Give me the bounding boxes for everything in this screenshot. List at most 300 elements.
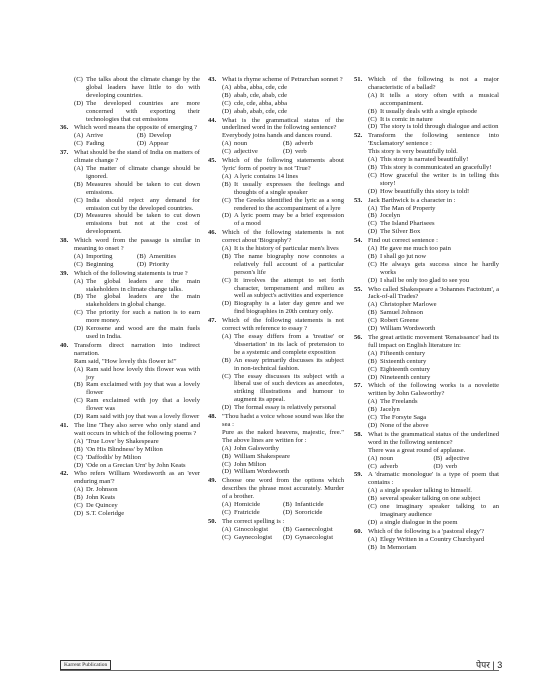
option-text: John Keats xyxy=(86,494,116,502)
answer-option xyxy=(137,261,200,269)
option-list xyxy=(368,92,499,132)
option-text: Develop xyxy=(149,132,172,140)
question-number: 42. xyxy=(60,470,69,478)
option-text: I shall be only too glad to see you xyxy=(380,276,469,284)
answer-option xyxy=(368,325,499,333)
question-number: 60. xyxy=(354,527,363,535)
answer-option xyxy=(368,503,499,519)
option-label: (A) xyxy=(222,444,232,452)
option-list xyxy=(222,501,344,517)
question-number: 52. xyxy=(354,132,363,140)
answer-option xyxy=(368,463,434,471)
answer-option xyxy=(368,495,499,503)
question-text: Which of the following is a 'pastoral elegy'? xyxy=(368,527,485,535)
question-number: 45. xyxy=(208,157,217,165)
option-label: (D) xyxy=(368,518,378,526)
option-list xyxy=(368,245,499,285)
option-label: (B) xyxy=(368,107,377,115)
option-label: (A) xyxy=(368,91,378,99)
question-text: Who called Shakespeare a 'Johannes Factotum', a Jack-of-all Trades? xyxy=(368,285,499,301)
answer-option xyxy=(368,277,499,285)
answer-option xyxy=(368,406,499,414)
answer-option xyxy=(74,454,200,462)
answer-option xyxy=(222,526,283,534)
option-text: Samuel Johnson xyxy=(380,309,424,317)
question-text: Which of the following works is a novelette written by John Galsworthy? xyxy=(368,382,499,398)
question-number: 39. xyxy=(60,269,69,277)
answer-option xyxy=(368,245,499,253)
option-text: The Man of Property xyxy=(380,204,436,212)
question-stem-extra: This story is very beautifully told. xyxy=(368,148,458,156)
option-label: (A) xyxy=(222,245,232,253)
option-label: (C) xyxy=(222,508,231,516)
option-label: (A) xyxy=(74,437,84,445)
question-item xyxy=(60,237,200,269)
answer-option xyxy=(74,413,200,421)
option-text: 'On His Blindness' by Milton xyxy=(86,445,163,453)
option-label: (C) xyxy=(368,462,377,470)
answer-option xyxy=(74,309,200,325)
question-text: Who refers William Wordsworth as an 'ever enduring man'? xyxy=(74,470,200,486)
answer-option xyxy=(74,293,200,309)
option-label: (A) xyxy=(368,398,378,406)
question-number: 40. xyxy=(60,341,69,349)
option-text: I shall go jut now xyxy=(380,252,427,260)
answer-option xyxy=(368,422,499,430)
option-text: The essay discusses its subject with a liberal use of such devices as anecdotes, striking illustrations and humour to augment its appeal. xyxy=(234,372,344,404)
option-text: Infanticide xyxy=(295,501,324,509)
question-item xyxy=(208,317,344,412)
question-number: 49. xyxy=(208,477,217,485)
option-text: Ram said with joy that was a lovely flower xyxy=(86,413,200,421)
question-number: 51. xyxy=(354,76,363,83)
answer-option xyxy=(137,132,200,140)
option-text: Jocelyn xyxy=(380,212,401,220)
option-label: (C) xyxy=(74,140,83,148)
option-label: (B) xyxy=(368,309,377,317)
option-label: (D) xyxy=(222,300,232,308)
option-text: The name biography now connotes a relatively full account of a particular person's life xyxy=(234,252,344,276)
option-label: (B) xyxy=(74,494,83,502)
option-text: The formal essay is relatively personal xyxy=(234,404,336,412)
option-text: India should reject any demand for emission cut by the developed countries. xyxy=(86,196,200,212)
option-text: De Quincey xyxy=(86,502,118,510)
question-number: 53. xyxy=(354,196,363,204)
option-label: (D) xyxy=(368,276,378,284)
question-number: 37. xyxy=(60,149,69,157)
option-text: William Wordsworth xyxy=(234,468,290,476)
question-number: 46. xyxy=(208,229,217,237)
question-item xyxy=(60,342,200,421)
question-text: Which word means the opposite of emerging ? xyxy=(74,124,198,132)
answer-option xyxy=(368,123,499,131)
option-list xyxy=(74,253,200,269)
option-text: How beautifully this story is told! xyxy=(380,187,470,195)
option-label: (C) xyxy=(368,115,377,123)
answer-option xyxy=(368,156,499,164)
option-label: (A) xyxy=(368,454,378,462)
option-label: (D) xyxy=(74,413,84,421)
answer-option xyxy=(222,197,344,213)
answer-option xyxy=(222,84,344,92)
answer-option xyxy=(222,357,344,373)
option-label: (B) xyxy=(433,454,443,462)
answer-option xyxy=(222,300,344,316)
option-text: Nineteenth century xyxy=(380,373,431,381)
answer-option xyxy=(368,212,499,220)
question-item xyxy=(354,132,499,195)
option-label: (A) xyxy=(222,333,232,340)
answer-option xyxy=(222,277,344,301)
option-text: Dr. Johnson xyxy=(86,486,118,494)
option-label: (D) xyxy=(137,140,147,148)
question-text: What is rhyme scheme of Petrarchan sonnet ? xyxy=(222,76,343,83)
question-number: 56. xyxy=(354,334,363,341)
answer-option xyxy=(283,526,344,534)
answer-option xyxy=(283,148,344,156)
answer-option xyxy=(222,148,283,156)
option-label: (A) xyxy=(74,486,84,494)
answer-option xyxy=(368,261,499,277)
option-label: (D) xyxy=(137,260,147,268)
option-label: (C) xyxy=(368,260,377,268)
option-label: (A) xyxy=(222,501,232,509)
option-text: verb xyxy=(445,462,458,470)
option-text: Measures should be taken to cut down emissions. xyxy=(86,180,200,196)
question-item xyxy=(354,431,499,471)
answer-option xyxy=(137,253,200,261)
question-text: A 'dramatic monologue' is a type of poem that contains : xyxy=(368,471,499,487)
option-text: Gaynecologist xyxy=(234,533,273,541)
option-text: 'Ode on a Grecian Urn' by John Keats xyxy=(86,461,186,469)
answer-option xyxy=(74,438,200,446)
answer-option xyxy=(222,445,344,453)
answer-option xyxy=(74,181,200,197)
answer-option xyxy=(74,140,137,148)
option-label: (B) xyxy=(222,180,231,188)
option-list xyxy=(222,140,344,156)
option-text: The Greeks identified the lyric as a song rendered to the accompaniment of a lyre xyxy=(234,196,344,212)
option-list xyxy=(74,132,200,148)
option-label: (C) xyxy=(368,365,377,373)
question-item xyxy=(208,229,344,316)
option-label: (D) xyxy=(74,325,84,333)
option-text: The developed countries are more concerned with exporting their technologies that cut emissions xyxy=(86,99,200,123)
option-label: (C) xyxy=(74,260,83,268)
question-stem-extra: Everybody joins hands and dances round. xyxy=(222,132,332,140)
option-text: Homicide xyxy=(234,501,261,509)
option-text: It is comic in nature xyxy=(380,115,433,123)
option-label: (C) xyxy=(74,76,83,83)
option-text: Ram said how lovely this flower was with joy xyxy=(86,365,200,381)
answer-option xyxy=(368,358,499,366)
question-item xyxy=(354,334,499,381)
answer-option xyxy=(368,164,499,172)
answer-option xyxy=(222,509,283,517)
option-label: (A) xyxy=(368,349,378,357)
option-text: The essay differs from a 'treatise' or 'dissertation' in its lack of pretension to be a systemic and complete exposition xyxy=(234,333,344,356)
option-label: (C) xyxy=(368,171,377,179)
answer-option xyxy=(222,253,344,277)
option-list xyxy=(74,438,200,470)
answer-option xyxy=(368,220,499,228)
option-text: A lyric contains 14 lines xyxy=(234,172,299,180)
question-text: Transform direct narration into indirect narration. xyxy=(74,341,200,357)
option-label: (D) xyxy=(368,373,378,381)
option-text: The talks about the climate change by the global leaders have little to do with developing countries. xyxy=(86,76,200,99)
answer-option xyxy=(74,494,200,502)
answer-option xyxy=(434,463,500,471)
answer-option xyxy=(368,309,499,317)
option-text: a single dialogue in the poem xyxy=(380,518,458,526)
answer-option xyxy=(137,140,200,148)
answer-option xyxy=(222,373,344,405)
question-text: Which of the following statements about 'lyric' form of poetry is not 'True? xyxy=(222,157,344,172)
option-text: It usually expresses the feelings and thoughts of a single speaker xyxy=(234,180,344,196)
option-label: (A) xyxy=(222,140,232,148)
answer-option xyxy=(222,181,344,197)
question-continuation xyxy=(60,76,200,123)
option-label: (B) xyxy=(368,495,377,503)
option-text: It usually deals with a single episode xyxy=(380,107,478,115)
question-text: The correct spelling is : xyxy=(222,517,285,525)
option-text: It is the history of particular men's lives xyxy=(234,245,339,253)
option-label: (B) xyxy=(222,91,231,99)
option-label: (D) xyxy=(222,404,232,412)
option-label: (D) xyxy=(74,509,84,517)
answer-option xyxy=(368,92,499,108)
answer-option xyxy=(222,453,344,461)
option-label: (D) xyxy=(74,461,84,469)
question-stem-extra: Ram said, "How lovely this flower is!" xyxy=(74,357,177,365)
question-number: 36. xyxy=(60,124,69,132)
question-text: Find out correct sentence : xyxy=(368,237,438,245)
answer-option xyxy=(368,519,499,527)
answer-option xyxy=(222,404,344,412)
answer-option xyxy=(222,92,344,100)
question-text: Transform the following sentence into 'Exclamatory' sentence : xyxy=(368,132,499,148)
option-text: Jacelyn xyxy=(380,406,400,414)
answer-option xyxy=(368,366,499,374)
answer-option xyxy=(74,76,200,100)
question-stem-extra: Pure as the naked heavens, majestic, free." The above lines are written for : xyxy=(222,428,344,444)
option-text: Arrive xyxy=(86,132,104,140)
question-text: Which word from the passage is similar in meaning to onset ? xyxy=(74,237,200,253)
option-label: (B) xyxy=(283,140,292,148)
option-text: The story is told through dialogue and action xyxy=(380,123,499,131)
question-item xyxy=(208,518,344,542)
option-list xyxy=(368,156,499,196)
question-item xyxy=(354,528,499,552)
option-label: (A) xyxy=(222,525,232,533)
option-text: adjective xyxy=(234,148,258,156)
option-text: cde, cde, abba, abba xyxy=(234,99,288,107)
answer-option xyxy=(222,173,344,181)
question-number: 38. xyxy=(60,237,69,245)
answer-option xyxy=(222,468,344,476)
answer-option xyxy=(368,350,499,358)
question-number: 44. xyxy=(208,116,217,124)
option-text: Gaenecologist xyxy=(295,525,333,533)
question-number: 55. xyxy=(354,285,363,293)
question-text: The great artistic movement 'Renaissance' had its full impact on English literature in: xyxy=(368,334,499,349)
option-label: (B) xyxy=(74,381,83,389)
answer-option xyxy=(368,253,499,261)
question-number: 57. xyxy=(354,382,363,390)
question-number: 58. xyxy=(354,430,363,438)
answer-option xyxy=(283,509,344,517)
option-label: (D) xyxy=(222,107,232,115)
option-text: John Milton xyxy=(234,460,267,468)
option-label: (A) xyxy=(368,156,378,164)
option-label: (C) xyxy=(222,533,231,541)
option-text: William Shakespeare xyxy=(234,452,290,460)
option-label: (C) xyxy=(368,414,377,422)
option-label: (B) xyxy=(283,525,292,533)
option-label: (B) xyxy=(137,132,146,140)
question-text: What is the grammatical status of the underlined word in the following sentence? xyxy=(222,116,344,132)
option-text: adverb xyxy=(380,462,398,470)
answer-option xyxy=(74,261,137,269)
answer-option xyxy=(74,502,200,510)
option-text: Fading xyxy=(86,140,105,148)
answer-option xyxy=(222,108,344,116)
option-label: (B) xyxy=(222,452,231,460)
answer-option xyxy=(74,397,200,413)
option-label: (C) xyxy=(74,397,83,405)
answer-option xyxy=(283,534,344,542)
option-text: Christopher Marlowe xyxy=(380,301,437,309)
option-label: (C) xyxy=(222,99,231,107)
question-item xyxy=(60,149,200,236)
question-item xyxy=(208,117,344,157)
answer-option xyxy=(222,534,283,542)
answer-option xyxy=(368,172,499,188)
option-text: The global leaders are the main stakeholders in global change. xyxy=(86,293,200,309)
option-label: (B) xyxy=(74,293,83,301)
answer-option xyxy=(74,253,137,261)
question-text: The line 'They also serve who only stand and wait occurs in which of the following poems ? xyxy=(74,421,200,437)
question-number: 48. xyxy=(208,413,217,421)
option-text: 'Daffodils' by Milton xyxy=(86,453,142,461)
option-label: (A) xyxy=(368,487,378,495)
answer-option xyxy=(368,228,499,236)
option-list xyxy=(74,165,200,236)
option-text: abab, cde, abab, cde xyxy=(234,91,288,99)
answer-option xyxy=(368,455,434,463)
answer-option xyxy=(74,165,200,181)
option-label: (A) xyxy=(222,172,232,180)
option-list xyxy=(368,301,499,333)
answer-option xyxy=(368,487,499,495)
option-text: Appear xyxy=(149,140,169,148)
option-text: This story is communicated an gracefully! xyxy=(380,163,492,171)
option-text: John Galsworthy xyxy=(234,444,279,452)
option-label: (C) xyxy=(368,503,377,511)
answer-option xyxy=(74,462,200,470)
option-text: Biography is a later day genre and we find biographies in 20th century only. xyxy=(234,300,344,316)
answer-option xyxy=(368,374,499,382)
question-item xyxy=(208,477,344,517)
option-label: (B) xyxy=(368,212,377,220)
option-label: (D) xyxy=(433,462,443,470)
question-number: 59. xyxy=(354,471,363,479)
question-item xyxy=(60,422,200,469)
option-label: (C) xyxy=(74,309,83,317)
option-list xyxy=(74,366,200,421)
option-list xyxy=(368,205,499,237)
option-label: (C) xyxy=(368,220,377,228)
answer-option xyxy=(368,414,499,422)
answer-option xyxy=(222,245,344,253)
answer-option xyxy=(283,140,344,148)
option-list xyxy=(74,76,200,123)
option-label: (D) xyxy=(222,212,232,220)
page-number: पेपर | 3 xyxy=(476,660,503,670)
answer-option xyxy=(368,536,499,544)
option-text: Priority xyxy=(149,260,170,268)
answer-option xyxy=(368,544,499,552)
answer-option xyxy=(434,455,500,463)
option-text: The Freelands xyxy=(380,398,418,406)
option-text: noun xyxy=(380,454,394,462)
option-text: How graceful the writer is in telling this story! xyxy=(380,171,499,187)
option-text: verb xyxy=(295,148,307,156)
option-text: Amenities xyxy=(149,252,177,260)
option-text: Sixteenth century xyxy=(380,357,427,365)
option-label: (D) xyxy=(283,533,293,541)
option-label: (D) xyxy=(74,212,84,220)
question-text: What is the grammatical status of the underlined word in the following sentence? xyxy=(368,430,499,446)
answer-option xyxy=(74,197,200,213)
question-item xyxy=(208,76,344,116)
option-text: Elegy Written in a Country Churchyard xyxy=(380,535,485,543)
column-middle xyxy=(208,76,344,543)
answer-option xyxy=(74,212,200,236)
option-label: (C) xyxy=(368,317,377,325)
option-label: (D) xyxy=(368,187,378,195)
option-label: (A) xyxy=(74,277,84,285)
answer-option xyxy=(368,301,499,309)
option-text: The Silver Box xyxy=(380,228,421,236)
option-text: He always gets success since he hardly works xyxy=(380,260,499,276)
answer-option xyxy=(74,381,200,397)
answer-option xyxy=(368,108,499,116)
option-text: William Wordsworth xyxy=(380,325,436,333)
option-text: The Forsyte Saga xyxy=(380,414,427,422)
question-item xyxy=(354,197,499,237)
option-text: S.T. Coleridge xyxy=(86,509,125,517)
option-label: (D) xyxy=(368,228,378,236)
option-label: (A) xyxy=(222,83,232,91)
option-label: (C) xyxy=(74,502,83,510)
option-text: The Island Pharisees xyxy=(380,220,435,228)
option-text: abba, abba, cde, cde xyxy=(234,83,288,91)
option-label: (B) xyxy=(368,163,377,171)
answer-option xyxy=(74,446,200,454)
option-label: (B) xyxy=(74,180,83,188)
option-text: Eighteenth century xyxy=(380,365,430,373)
question-text: Jack Barthwick is a character in : xyxy=(368,196,456,204)
option-label: (A) xyxy=(368,301,378,309)
option-text: Robert Greene xyxy=(380,317,419,325)
question-number: 50. xyxy=(208,517,217,525)
question-number: 47. xyxy=(208,317,217,325)
option-label: (A) xyxy=(74,365,84,373)
option-text: a single speaker talking to himself. xyxy=(380,487,472,495)
publisher-badge: Karrent Publication xyxy=(60,660,111,670)
answer-option xyxy=(74,510,200,518)
